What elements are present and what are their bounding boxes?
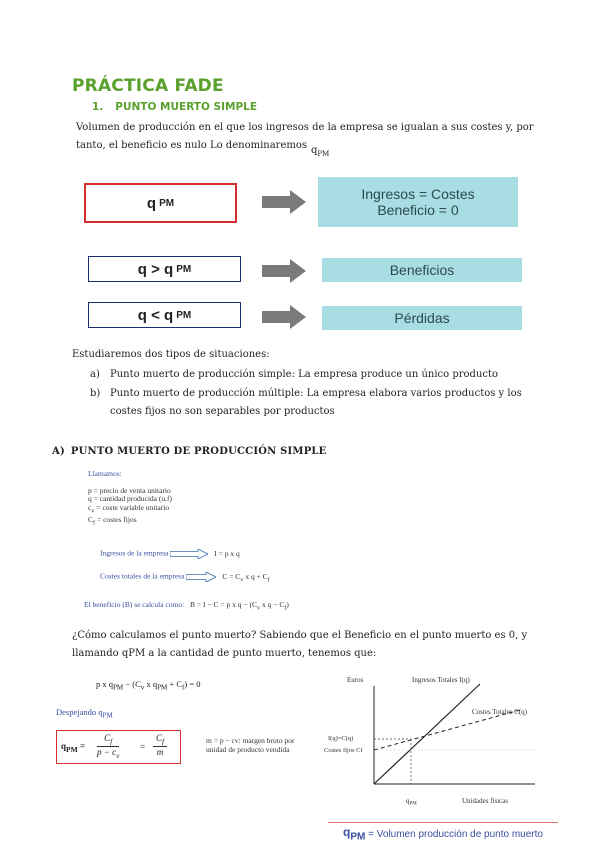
list-item-a: a) Punto muerto de producción simple: La empresa produce un único producto bbox=[90, 369, 499, 380]
section-number: 1. bbox=[92, 101, 104, 113]
def-p: p = precio de venta unitario bbox=[88, 485, 171, 495]
section-heading bbox=[92, 101, 257, 113]
definitions-heading: Llamamos: bbox=[88, 469, 122, 478]
qpm-definition-footer: $q_{PM}$ = Volumen producción de punto muerto bbox=[328, 822, 558, 845]
page-title: PRÁCTICA FADE bbox=[72, 76, 224, 96]
intro-symbol: $q_{PM}$ bbox=[311, 145, 330, 158]
arrow-right-icon bbox=[262, 259, 306, 283]
q-greater-box: q > q PM bbox=[88, 256, 241, 282]
arrow-right-icon bbox=[186, 572, 216, 582]
costes-formula: Costes totales de la empresa $C = C_v$ x $q + C_f$ bbox=[100, 571, 270, 584]
qpm-box: q PM bbox=[84, 183, 237, 223]
intro-line1: Volumen de producción en el que los ingresos de la empresa se igualan a sus costes y, por bbox=[76, 122, 534, 133]
ingresos-formula: Ingresos de la empresa I = p x q bbox=[100, 548, 240, 558]
qpm-formula-box: $q_{PM}$ = $\frac{C_f}{p - c_v}$ = $\frac{C_f}{m}$ bbox=[56, 730, 181, 764]
result-box-beneficios: Beneficios bbox=[322, 258, 522, 282]
def-cv: $c_v$ = coste variable unitario bbox=[88, 502, 170, 515]
margin-note: m = p − cv: margen bruto por unidad de producto vendida bbox=[206, 736, 295, 754]
despejando-label: Despejando $q_{PM}$ bbox=[56, 707, 113, 720]
def-q: q = cantidad producida (u.f) bbox=[88, 494, 172, 504]
point-label: I(q)=C(q) bbox=[328, 735, 354, 742]
arrow-right-icon bbox=[262, 190, 306, 214]
question-paragraph: ¿Cómo calculamos el punto muerto? Sabiendo que el Beneficio en el punto muerto es 0, y llamando qPM a la cantidad de punto muerto, tenemos que: bbox=[72, 630, 528, 659]
arrow-right-icon bbox=[170, 549, 208, 559]
def-cf: $C_f$ = costes fijos bbox=[88, 514, 137, 527]
costes-line bbox=[374, 710, 520, 750]
result-box-equilibrium: Ingresos = Costes Beneficio = 0 bbox=[318, 177, 518, 227]
costes-label: Costes Totales C(q) bbox=[472, 708, 527, 716]
beneficio-formula: El beneficio (B) se calcula como: B = I − C = p x $q - (C_v$ x $q - C_f$) bbox=[84, 600, 289, 612]
x-axis-label: Unidades físicas bbox=[462, 797, 509, 805]
qpm-tick-label: $q_{PM}$ bbox=[406, 797, 417, 807]
arrow-right-icon bbox=[262, 305, 306, 329]
ingresos-line bbox=[374, 684, 480, 784]
section-a-heading: A) PUNTO MUERTO DE PRODUCCIÓN SIMPLE bbox=[52, 446, 327, 457]
breakeven-graph bbox=[320, 670, 550, 815]
result-box-perdidas: Pérdidas bbox=[322, 306, 522, 330]
situations-intro: Estudiaremos dos tipos de situaciones: bbox=[72, 349, 270, 360]
list-item-b: b) Punto muerto de producción múltiple: La empresa elabora varios productos y los costes fijos no son separables por productos bbox=[90, 388, 522, 417]
fixed-costs-label: Costes fijos Cf bbox=[324, 747, 363, 754]
intro-line2: tanto, el beneficio es nulo Lo denominaremos bbox=[76, 140, 308, 151]
breakeven-equation: p x $q_{PM} - (C_v$ x $q_{PM} + C_f) = 0$ bbox=[96, 679, 201, 692]
q-less-box: q < q PM bbox=[88, 302, 241, 328]
section-title: PUNTO MUERTO SIMPLE bbox=[115, 101, 258, 113]
y-axis-label: Euros bbox=[347, 676, 364, 684]
intro-paragraph bbox=[76, 119, 536, 155]
ingresos-label: Ingresos Totales I(q) bbox=[412, 676, 470, 684]
definitions-block bbox=[88, 470, 172, 528]
